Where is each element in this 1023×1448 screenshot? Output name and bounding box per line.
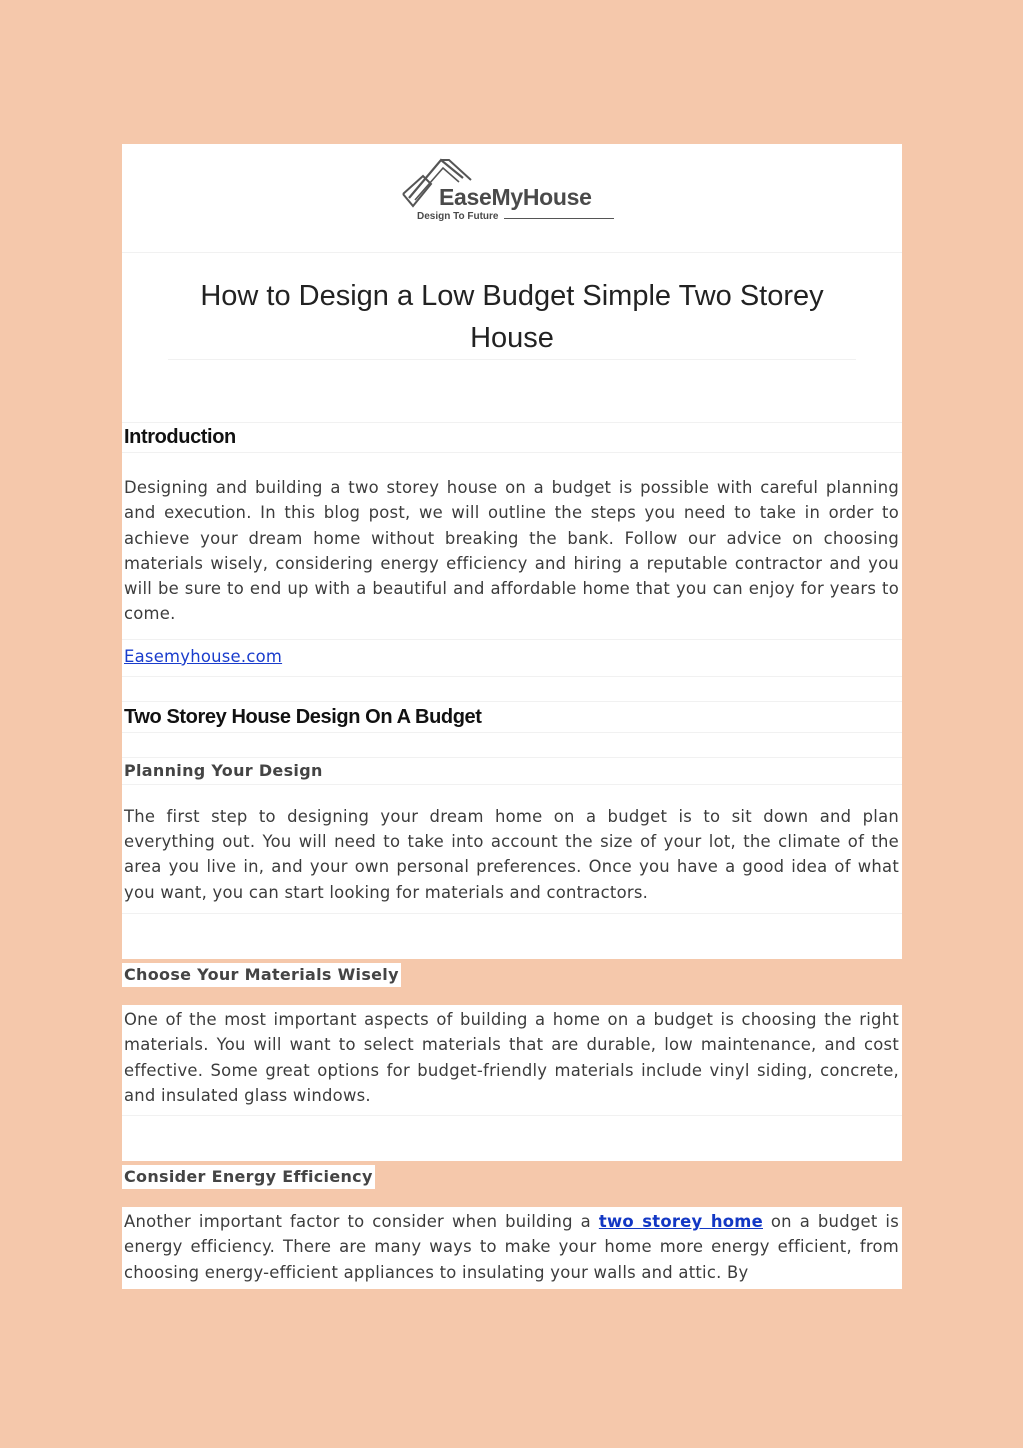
materials-heading: Choose Your Materials Wisely: [122, 963, 401, 987]
materials-heading-row: [122, 963, 902, 987]
page-title: How to Design a Low Budget Simple Two Storey House: [168, 253, 856, 360]
intro-link-row: [122, 640, 902, 677]
spacer: [122, 914, 902, 959]
energy-heading: Consider Energy Efficiency: [122, 1165, 375, 1189]
spacer: [122, 1116, 902, 1161]
gap: [122, 1189, 902, 1207]
section-heading-row: [122, 702, 902, 733]
brand-name: EaseMyHouse: [439, 184, 592, 210]
energy-text-before: Another important factor to consider when building a: [124, 1212, 591, 1232]
gap: [122, 987, 902, 1005]
title-block: [122, 253, 902, 360]
document-page: [122, 144, 902, 1289]
energy-text-after: on a budget is energy efficiency. There are many ways to make your home more energy efficient, from choosing energy-efficient appliances to insulating your walls and attic. By: [124, 1212, 900, 1282]
spacer: [122, 677, 902, 702]
header-logo-area: [122, 144, 902, 253]
brand-tagline: Design To Future: [417, 211, 499, 222]
energy-heading-row: [122, 1165, 902, 1189]
brand-logo: [401, 156, 616, 228]
planning-heading: Planning Your Design: [124, 760, 323, 780]
energy-paragraph: [122, 1207, 902, 1289]
spacer: [122, 733, 902, 758]
materials-paragraph: One of the most important aspects of building a home on a budget is choosing the right materials. You will want to select materials that are durable, low maintenance, and cost effective. Some great options for budget-friendly materials include vinyl siding, concrete, and insulated glass windows.: [122, 1005, 902, 1116]
intro-heading: Introduction: [124, 426, 236, 448]
two-storey-home-link[interactable]: two storey home: [598, 1212, 763, 1232]
tagline-rule: [504, 218, 614, 219]
planning-heading-row: [122, 758, 902, 785]
planning-paragraph: The first step to designing your dream home on a budget is to sit down and plan everything out. You will need to take into account the size of your lot, the climate of the area you live in, and your own personal preferences. Once you have a good idea of what you want, you can start looking for materials and contractors.: [122, 804, 902, 914]
spacer: [122, 785, 902, 804]
section-heading: Two Storey House Design On A Budget: [124, 705, 482, 728]
intro-paragraph: Designing and building a two storey house on a budget is possible with careful planning and execution. In this blog post, we will outline the steps you need to take in order to achieve your dream home without breaking the bank. Follow our advice on choosing materials wisely, considering energy efficiency and hiring a reputable contractor and you will be sure to end up with a beautiful and affordable home that you can enjoy for years to come.: [122, 475, 902, 640]
spacer: [122, 360, 902, 423]
intro-heading-row: [122, 423, 902, 453]
easemyhouse-link[interactable]: Easemyhouse.com: [124, 646, 283, 666]
spacer: [122, 453, 902, 475]
